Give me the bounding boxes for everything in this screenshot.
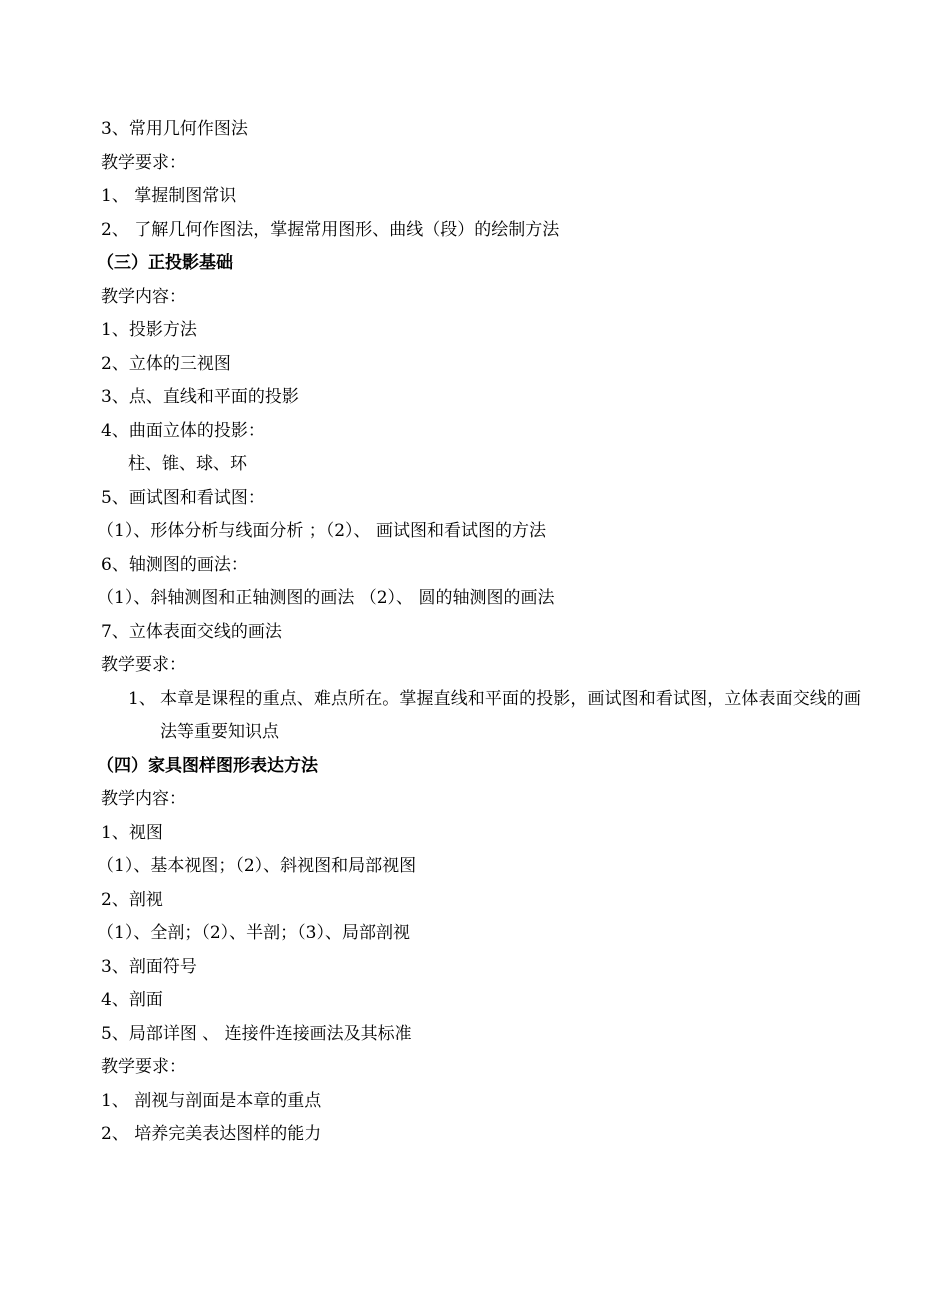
text-line: 3、剖面符号 (101, 956, 197, 977)
text-line: 1、视图 (101, 822, 163, 843)
text-line: 5、画试图和看试图： (101, 487, 265, 508)
text-line: （1）、形体分析与线面分析 ；（2）、 画试图和看试图的方法 (97, 521, 546, 541)
text-line: 教学要求： (101, 152, 186, 173)
text-line: 7、立体表面交线的画法 (101, 621, 282, 642)
text-line: 2、 了解几何作图法，掌握常用图形、曲线（段）的绘制方法 (101, 219, 560, 240)
text-line: 柱、锥、球、环 (128, 454, 247, 474)
text-line: 1、投影方法 (101, 320, 197, 340)
text-line: 教学要求： (101, 655, 186, 675)
text-line: 3、点、直线和平面的投影 (101, 387, 299, 407)
text-line: 6、轴测图的画法： (101, 554, 248, 575)
numbered-paragraph (101, 683, 861, 750)
text-line: 2、 培养完美表达图样的能力 (101, 1124, 322, 1144)
paragraph-number: 1、 (128, 688, 156, 709)
text-line: （1）、基本视图；（2）、斜视图和局部视图 (97, 856, 417, 876)
text-line: 1、 剖视与剖面是本章的重点 (101, 1090, 322, 1111)
text-line: 2、立体的三视图 (101, 353, 231, 374)
text-line: （1）、斜轴测图和正轴测图的画法 （2）、 圆的轴测图的画法 (97, 588, 555, 608)
text-line: 3、常用几何作图法 (101, 119, 248, 139)
section-heading: （四）家具图样图形表达方法 (97, 755, 318, 776)
document-body (97, 113, 861, 1152)
section-heading: （三）正投影基础 (97, 253, 233, 273)
paragraph-text: 本章是课程的重点、难点所在。掌握直线和平面的投影，画试图和看试图，立体表面交线的画法等重要知识点 (160, 688, 861, 742)
text-line: 5、局部详图 、 连接件连接画法及其标准 (101, 1023, 412, 1044)
text-line: 2、剖视 (101, 889, 163, 910)
text-line: 教学内容： (101, 286, 186, 307)
text-line: 4、剖面 (101, 990, 163, 1010)
text-line: 教学内容： (101, 789, 186, 809)
text-line: 教学要求： (101, 1057, 186, 1077)
text-line: （1）、全剖；（2）、半剖；（3）、局部剖视 (97, 923, 410, 943)
text-line: 4、曲面立体的投影： (101, 420, 265, 441)
text-line: 1、 掌握制图常识 (101, 186, 237, 206)
